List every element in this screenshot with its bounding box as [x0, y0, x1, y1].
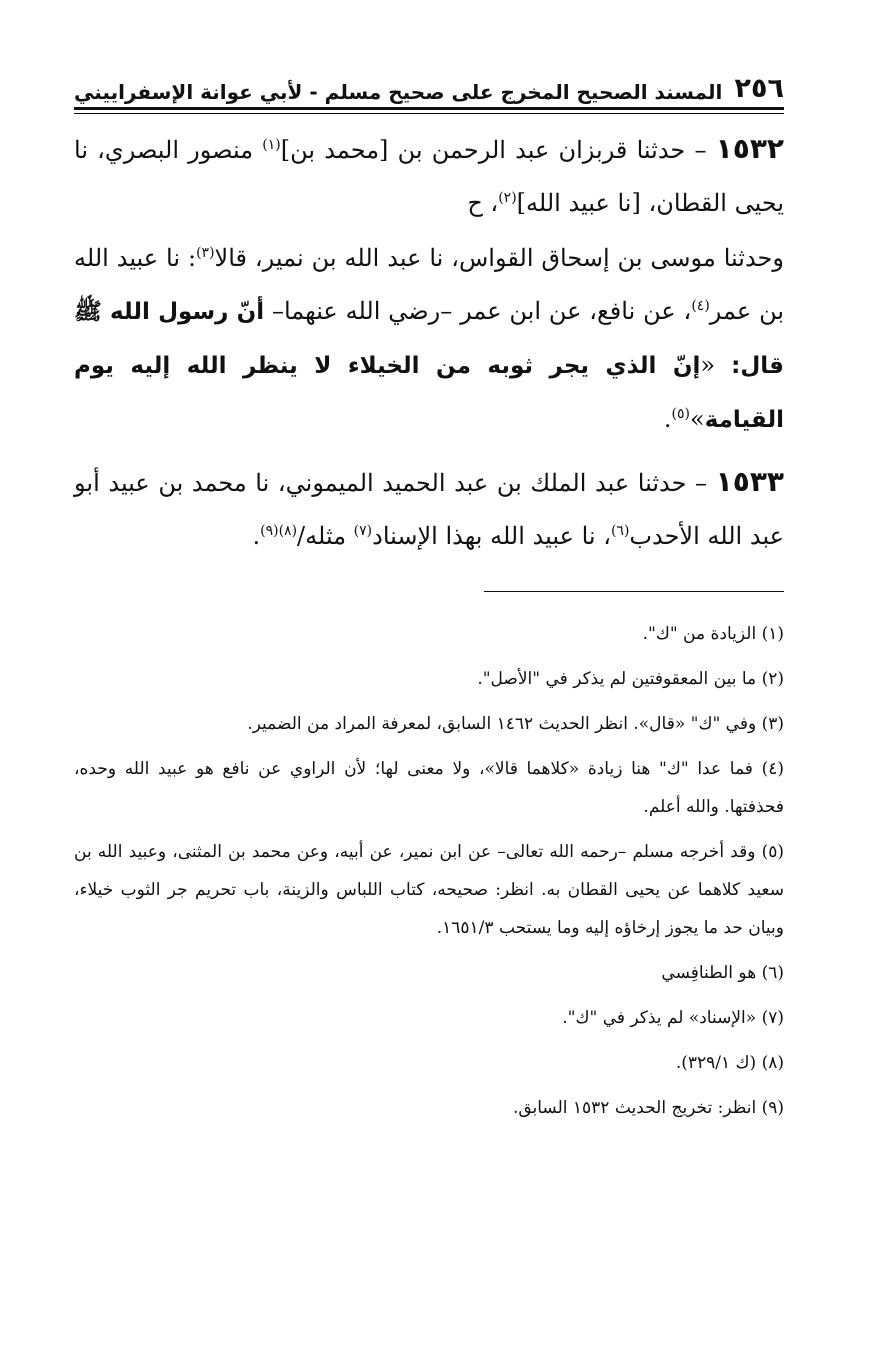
- hadith-matn: إنّ الذي يجر ثوبه من الخيلاء لا ينظر الله إليه يوم القيامة: [74, 353, 784, 433]
- footnote-6: (٦) هو الطنافِسي: [661, 963, 784, 983]
- hadith-text: .: [252, 522, 261, 550]
- hadith-text: .: [663, 405, 672, 433]
- footnotes: [74, 615, 784, 1134]
- footnote-marker: (٨): [278, 523, 298, 539]
- quote-close: »: [690, 405, 705, 433]
- footnote-marker: (٥): [671, 406, 691, 422]
- hadith-text: ، نا عبيد الله بهذا الإسناد: [372, 522, 611, 550]
- hadith-text: – حدثنا عبد الملك بن عبد الحميد الميموني، نا محمد بن عبيد أبو عبد الله الأحدب: [74, 469, 784, 550]
- hadith-text: : نا عبيد الله بن عمر: [74, 244, 785, 325]
- header-rule-thin: [74, 113, 784, 114]
- main-text: [74, 122, 784, 563]
- hadith-text: منصور البصري، نا يحيى القطان، [نا عبيد الله]: [74, 136, 784, 217]
- hadith-text: – حدثنا قربزان عبد الرحمن بن [محمد بن]: [280, 136, 716, 164]
- footnote-marker: (٤): [691, 298, 710, 314]
- footnote-8: (٨) (ك ٣٢٩/١).: [675, 1053, 784, 1073]
- hadith-1532-chain-paragraph: [74, 232, 784, 447]
- footnote-marker: (٩): [260, 523, 279, 539]
- page-number: ٢٥٦: [734, 73, 784, 104]
- footnote-marker: (١): [262, 137, 281, 153]
- hadith-number: ١٥٣٢: [715, 132, 784, 165]
- hadith-text: ، عن نافع، عن ابن عمر –رضي الله عنهما–: [264, 297, 692, 325]
- footnote-4: (٤) فما عدا "ك" هنا زيادة «كلاهما قالا»، ولا معنى لها؛ لأن الراوي عن نافع هو عبيد الله وحده، فحذفتها. والله أعلم.: [74, 759, 784, 817]
- hadith-text: ، ح: [467, 189, 499, 217]
- footnote-marker: (٢): [498, 190, 517, 206]
- hadith-text: وحدثنا موسى بن إسحاق القواس، نا عبد الله بن نمير، قالا: [214, 244, 784, 272]
- footnote-9: (٩) انظر: تخريج الحديث ١٥٣٢ السابق.: [512, 1098, 784, 1118]
- hadith-1533-paragraph: [74, 455, 784, 563]
- footnote-7: (٧) «الإسناد» لم يذكر في "ك".: [562, 1008, 784, 1028]
- hadith-number: ١٥٣٣: [715, 465, 784, 498]
- footnote-5: (٥) وقد أخرجه مسلم –رحمه الله تعالى– عن ابن نمير، عن أبيه، وعن محمد بن المثنى، وعبيد الله بن سعيد كلاهما عن يحيى القطان به. انظر: صحيحه، كتاب اللباس والزينة، باب تحريم جر الثوب خيلاء، وبيان حد ما يجوز إرخاؤه إليه وما يستحب ١٦٥١/٣.: [74, 842, 784, 938]
- footnote-marker: (٦): [610, 523, 630, 539]
- hadith-matn-intro: أنّ رسول الله ﷺ قال:: [74, 299, 784, 379]
- hadith-text: مثله/: [297, 522, 354, 550]
- footnote-separator: [484, 591, 784, 592]
- footnote-1: (١) الزيادة من "ك".: [642, 624, 784, 644]
- quote-open: «: [700, 351, 732, 379]
- footnote-2: (٢) ما بين المعقوفتين لم يذكر في "الأصل".: [477, 669, 784, 689]
- footnote-marker: (٧): [353, 523, 373, 539]
- hadith-1532-paragraph: [74, 122, 784, 230]
- running-title: المسند الصحيح المخرج على صحيح مسلم - لأبي عوانة الإسفراييني: [74, 80, 723, 104]
- header-rule-thick: [74, 107, 784, 110]
- page-header: [74, 62, 784, 102]
- footnote-3: (٣) وفي "ك" «قال». انظر الحديث ١٤٦٢ السابق، لمعرفة المراد من الضمير.: [247, 714, 784, 734]
- footnote-marker: (٣): [196, 245, 215, 261]
